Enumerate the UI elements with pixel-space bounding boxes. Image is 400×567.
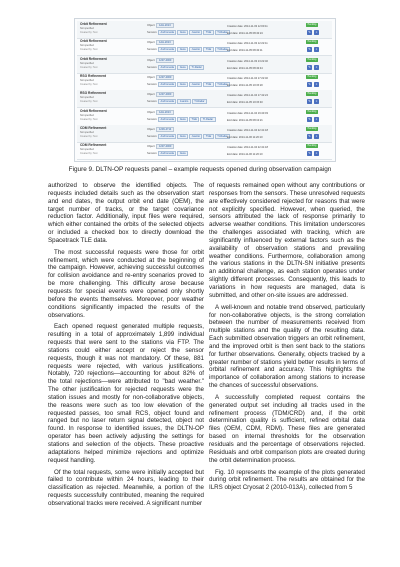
- sensor-chip[interactable]: Juanito: [189, 47, 202, 52]
- request-creator: Created by: Test: [80, 134, 98, 138]
- end-date: End date: 2014-11-05 08:43:44: [227, 66, 263, 70]
- sensor-chip[interactable]: Aiwa: [177, 134, 188, 139]
- object-label: Object:: [147, 93, 156, 97]
- object-id[interactable]: 1AH-2013: [156, 23, 174, 28]
- request-subtitle: Not specified: [80, 44, 94, 48]
- sensors-label: Sensors:: [147, 82, 158, 86]
- sensors-label: Sensors:: [147, 100, 158, 104]
- request-dates: [227, 40, 268, 54]
- paragraph: The most successful requests were those for orbit refinement, which were conducted at the beginning of the campaign. However, achieving successful outcomes for collision avoidance and re-entry scenarios proved to be more challenging. This difficulty arose because requests for special events were opened only shortly before the events themselves. Moreover, poor weather conditions significantly impacted the results of the observations.: [48, 248, 204, 319]
- sensor-chip[interactable]: Aiwa: [177, 47, 188, 52]
- end-date: End date: 2014-11-05 08:13:21: [227, 118, 263, 122]
- sensors-label: Sensors:: [147, 152, 158, 156]
- status-badge: Pending: [307, 144, 317, 148]
- sensor-chip[interactable]: Juanito: [189, 82, 202, 87]
- request-subtitle: Not specified: [80, 148, 94, 152]
- request-type: RSO Refinement: [80, 91, 107, 96]
- object-label: Object:: [147, 75, 156, 79]
- object-label: Object:: [147, 41, 156, 45]
- paragraph: A successfully completed request contains the generated output set including all tracks used in the refinement process (TDM/CRD) and, if the orbit determination quality is sufficient, refined orbital data files (OEM, CDM, RDM). These files are generated based on internal thresholds for the observation residuals and the percentage of observations rejected. Residuals and orbit comparison plots are created during the orbit determination process.: [209, 393, 365, 464]
- request-dates: [227, 127, 268, 141]
- request-creator: Created by: Test: [80, 31, 98, 34]
- request-type: CDM Refinement: [80, 125, 107, 130]
- request-sensors: [147, 99, 208, 104]
- sensor-chip[interactable]: Aiwa: [177, 82, 188, 87]
- requests-panel-figure: [74, 18, 336, 162]
- delete-button[interactable]: ×: [315, 151, 318, 156]
- edit-button[interactable]: ✎: [308, 64, 311, 69]
- request-row[interactable]: [77, 142, 332, 160]
- request-creator: Created by: Test: [80, 48, 98, 52]
- request-row[interactable]: [77, 21, 332, 39]
- request-row[interactable]: [77, 73, 332, 91]
- request-subtitle: Not specified: [80, 61, 94, 65]
- paragraph: authorized to observe the identified objects. The requests included details such as the observation start and end dates, the output orbit end date (OEM), the target number of tracks, or the target covariance reduction factor. Additionally, input files were required, which either contained the orbits of the selected objects or included a checked box to directly download the Spacetrack TLE data.: [48, 182, 204, 244]
- request-dates: [227, 23, 268, 37]
- creation-date: Creation date: 2014-11-03 12:00:11: [227, 25, 268, 28]
- sensor-chip[interactable]: TI-Radar: [215, 47, 230, 52]
- status-badge: Pending: [307, 74, 317, 78]
- request-sensors: [147, 47, 231, 52]
- request-sensors: [147, 65, 205, 70]
- object-id[interactable]: 1237-4000: [156, 75, 174, 80]
- end-date: End date: 2014-11-05 10:15:20: [227, 83, 263, 87]
- request-object: [147, 58, 174, 63]
- sensors-label: Sensors:: [147, 31, 158, 34]
- request-dates: [227, 92, 268, 106]
- sensor-chip[interactable]: Juanito: [189, 134, 202, 139]
- request-sensors: [147, 151, 189, 156]
- object-label: Object:: [147, 145, 156, 149]
- delete-button[interactable]: ×: [315, 64, 318, 69]
- request-subtitle: Not specified: [80, 27, 94, 30]
- figure-caption: Figure 9. DLTN-OP requests panel – example requests opened during observation campaign: [68, 166, 332, 173]
- object-id[interactable]: 1237-4000: [156, 92, 174, 97]
- creation-date: Creation date: 2014-11-04 17:22:40: [227, 76, 268, 80]
- object-id[interactable]: 1AH-2013: [156, 110, 174, 115]
- request-creator: Created by: Test: [80, 65, 98, 69]
- request-type: Orbit Refinement: [80, 108, 107, 113]
- creation-date: Creation date: 2014-11-04 22:41:18: [227, 128, 268, 132]
- delete-button[interactable]: ×: [315, 116, 318, 121]
- delete-button[interactable]: ×: [315, 30, 318, 34]
- request-object: [147, 23, 174, 28]
- sensor-chip[interactable]: Aiwa: [177, 65, 188, 70]
- request-creator: Created by: Test: [80, 82, 98, 86]
- sensor-chip[interactable]: Andromeda: [158, 82, 176, 87]
- edit-button[interactable]: ✎: [308, 47, 311, 52]
- sensors-label: Sensors:: [147, 134, 158, 138]
- right-column: [209, 182, 365, 496]
- sensor-chip[interactable]: TGE: [203, 82, 213, 87]
- status-badge: Pending: [307, 92, 317, 96]
- object-label: Object:: [147, 110, 156, 114]
- creation-date: Creation date: 2014-11-04 17:42:24: [227, 94, 268, 98]
- sensor-chip[interactable]: TI-Radar: [215, 134, 230, 139]
- request-row[interactable]: [77, 38, 332, 56]
- request-sensors: [147, 134, 231, 139]
- status-badge: Pending: [307, 109, 317, 113]
- delete-button[interactable]: ×: [315, 81, 318, 86]
- edit-button[interactable]: ✎: [308, 116, 311, 121]
- request-row[interactable]: [77, 125, 332, 143]
- paragraph: Of the total requests, some were initially accepted but failed to contribute within 24 hours, leading to their classification as rejected. Meanwhile, a portion of the requests successfully contributed, meaning the required observational tracks were received. A significant number: [48, 468, 204, 507]
- status-badge: Pending: [307, 40, 317, 44]
- request-subtitle: Not specified: [80, 78, 94, 82]
- sensor-chip[interactable]: Aiwa: [177, 151, 188, 156]
- request-type: CDM Refinement: [80, 143, 107, 148]
- sensor-chip[interactable]: Andromeda: [158, 30, 176, 35]
- paragraph: of requests remained open without any contributions or responses from the sensors. These unresolved requests are effectively considered rejected for reasons that were not explicitly specified. However, when queried, the sensors attributed the lack of response primarily to adverse weather conditions. This limitation underscores the challenges associated with tracking, which are significantly influenced by external factors such as the availability of observation stations and prevailing weather conditions. Furthermore, collaboration among the various stations in the DLTN-SN initiative presents an additional challenge, as each station operates under slightly different processes. Consequently, this leads to variations in how requests are managed, data is submitted, and other on-site issues are addressed.: [209, 182, 365, 299]
- sensor-chip[interactable]: Aiwa: [177, 30, 188, 35]
- edit-button[interactable]: ✎: [308, 133, 311, 138]
- request-object: [147, 40, 174, 45]
- sensor-chip[interactable]: Andromeda: [158, 65, 176, 70]
- sensor-chip[interactable]: Andromeda: [158, 134, 176, 139]
- sensor-chip[interactable]: TGE: [203, 30, 213, 35]
- sensor-chip[interactable]: Juanito: [177, 99, 190, 104]
- object-id[interactable]: 1239-4714: [156, 127, 174, 132]
- status-badge: Pending: [307, 23, 317, 26]
- request-dates: [227, 58, 268, 72]
- sensor-chip[interactable]: TI-Radar: [215, 82, 230, 87]
- sensor-chip[interactable]: Andromeda: [158, 151, 176, 156]
- request-subtitle: Not specified: [80, 113, 94, 117]
- end-date: End date: 2014-11-06 11:20:10: [227, 153, 263, 157]
- request-dates: [227, 144, 268, 158]
- end-date: End date: 2014-11-06 11:20:10: [227, 135, 263, 139]
- status-badge: Pending: [307, 57, 317, 61]
- request-dates: [227, 110, 268, 124]
- request-row[interactable]: [77, 108, 332, 126]
- paragraph: Fig. 10 represents the example of the plots generated during orbit refinement. The results are obtained for the ILRS object Cryosat 2 (2010-013A), collected from 5: [209, 468, 365, 492]
- request-row[interactable]: [77, 90, 332, 108]
- status-badge: Pending: [307, 126, 317, 130]
- sensor-chip[interactable]: TGE: [189, 117, 199, 122]
- sensors-label: Sensors:: [147, 117, 158, 121]
- creation-date: Creation date: 2014-11-03 13:22:40: [227, 59, 268, 63]
- end-date: End date: 2014-11-05 08:43:24: [227, 32, 263, 35]
- request-creator: Created by: Test: [80, 117, 98, 121]
- sensor-chip[interactable]: TI-Radar: [200, 117, 215, 122]
- creation-date: Creation date: 2014-11-04 19:43:03: [227, 111, 268, 115]
- request-sensors: [147, 82, 231, 87]
- sensors-label: Sensors:: [147, 48, 158, 52]
- paragraph: Each opened request generated multiple requests, resulting in a total of approximately 1,899 individual requests that were sent to the stations via FTP. The stations could either accept or reject the sensor requests, though it was not mandatory. Of these, 881 requests were rejected, with various justifications. Notably, 720 rejections—accounting for about 82% of the total rejections—were attributed to "bad weather." The other justification for rejected requests were the station issues and mostly for non-collaborative objects, the reasons were such as too low elevation of the requested passes, too small RCS, object found and ranged but no laser return signal detected, object not found. In response to identified issues, the DLTN-OP operator has been actively adjusting the settings for stations and selection of the objects. These proactive adaptations helped minimize rejections and optimize request handling.: [48, 323, 204, 464]
- paragraph: A well-known and notable trend observed, particularly for non-collaborative objects, is the strong correlation between the number of measurements received from multiple stations and the quality of the resulting data. Each submitted observation triggers an orbit refinement, and the improved orbit is then sent back to the stations for further observations. Generally, objects tracked by a greater number of stations yield better results in terms of orbital refinement and accuracy. This highlights the importance of collaboration among stations to increase the chances of successful observations.: [209, 303, 365, 390]
- request-row[interactable]: [77, 56, 332, 74]
- creation-date: Creation date: 2014-11-04 22:41:18: [227, 146, 268, 150]
- sensor-chip[interactable]: TI-Radar: [192, 99, 207, 104]
- left-column: [48, 182, 204, 512]
- request-type: Orbit Refinement: [80, 22, 107, 26]
- request-object: [147, 144, 174, 149]
- edit-button[interactable]: ✎: [308, 99, 311, 104]
- object-label: Object:: [147, 58, 156, 62]
- sensor-chip[interactable]: TGE: [203, 47, 213, 52]
- object-label: Object:: [147, 127, 156, 131]
- end-date: End date: 2014-11-05 10:15:40: [227, 101, 263, 105]
- sensors-label: Sensors:: [147, 65, 158, 69]
- sensor-chip[interactable]: TI-Radar: [215, 30, 230, 35]
- creation-date: Creation date: 2014-11-03 12:22:11: [227, 42, 268, 46]
- request-object: [147, 75, 174, 80]
- request-sensors: [147, 30, 231, 35]
- sensor-chip[interactable]: Andromeda: [158, 99, 176, 104]
- object-id[interactable]: 1237-4000: [156, 144, 174, 149]
- end-date: End date: 2014-11-05 08:43:11: [227, 49, 263, 53]
- sensor-chip[interactable]: Andromeda: [158, 117, 176, 122]
- delete-button[interactable]: ×: [315, 133, 318, 138]
- request-creator: Created by: Test: [80, 152, 98, 156]
- request-object: [147, 127, 174, 132]
- request-object: [147, 110, 174, 115]
- sensor-chip[interactable]: TI-Radar: [189, 65, 204, 70]
- object-id[interactable]: 1237-4000: [156, 58, 174, 63]
- request-sensors: [147, 117, 217, 122]
- request-type: Orbit Refinement: [80, 39, 107, 44]
- sensor-chip[interactable]: TGE: [203, 134, 213, 139]
- delete-button[interactable]: ×: [315, 47, 318, 52]
- sensor-chip[interactable]: Aiwa: [177, 117, 188, 122]
- request-object: [147, 92, 174, 97]
- edit-button[interactable]: ✎: [308, 30, 311, 34]
- request-subtitle: Not specified: [80, 130, 94, 134]
- request-creator: Created by: Test: [80, 100, 98, 104]
- request-type: Orbit Refinement: [80, 56, 107, 61]
- request-type: RSO Refinement: [80, 73, 107, 78]
- edit-button[interactable]: ✎: [308, 81, 311, 86]
- object-label: Object:: [147, 24, 156, 27]
- object-id[interactable]: 1AH-2013: [156, 40, 174, 45]
- sensor-chip[interactable]: Juanito: [189, 30, 202, 35]
- delete-button[interactable]: ×: [315, 99, 318, 104]
- request-subtitle: Not specified: [80, 96, 94, 100]
- request-dates: [227, 75, 268, 89]
- sensor-chip[interactable]: Andromeda: [158, 47, 176, 52]
- edit-button[interactable]: ✎: [308, 151, 311, 156]
